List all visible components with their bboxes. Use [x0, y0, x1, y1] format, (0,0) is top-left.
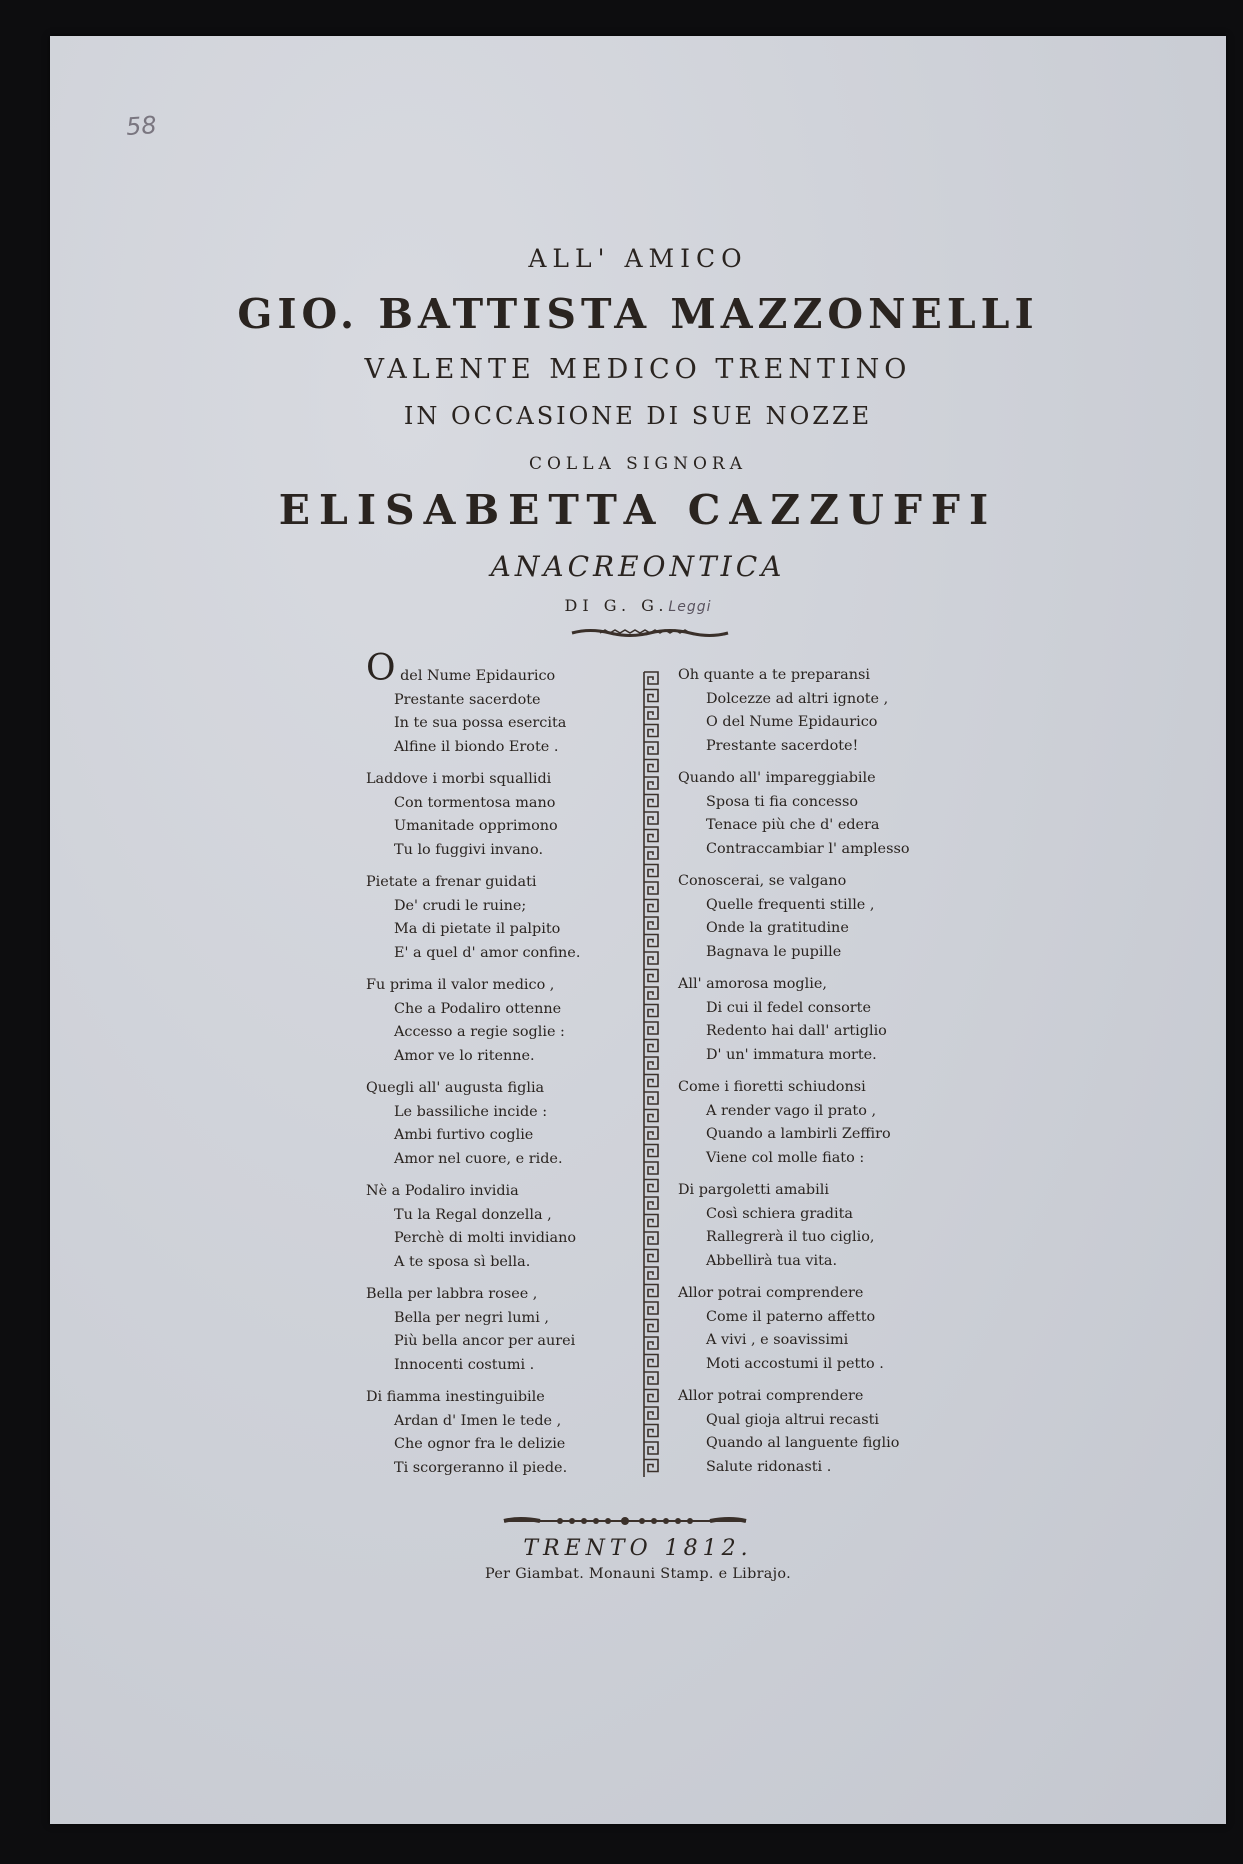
- poem-line: O del Nume Epidaurico: [366, 648, 556, 689]
- byline-text: DI G. G.: [564, 596, 669, 615]
- title-bride-name: ELISABETTA CAZZUFFI: [278, 486, 998, 534]
- poem-line: Quando all' impareggiabile: [678, 770, 876, 786]
- poem-stanza: [366, 648, 666, 759]
- poem-line: Moti accostumi il petto .: [706, 1355, 884, 1372]
- poem-line: Laddove i morbi squallidi: [366, 771, 552, 787]
- document-sheet: [50, 36, 1226, 1824]
- poem-stanza: [678, 767, 988, 861]
- top-ornament-rule: [570, 626, 730, 640]
- poem-line: Tu la Regal donzella ,: [394, 1206, 552, 1223]
- poem-line: De' crudi le ruine;: [394, 897, 527, 914]
- poem-line: Oh quante a te preparansi: [678, 667, 870, 683]
- poem-stanza: [678, 1076, 988, 1170]
- poem-line: Così schiera gradita: [706, 1205, 853, 1222]
- poem-line: Con tormentosa mano: [394, 794, 556, 811]
- poem-line: Quelle frequenti stille ,: [706, 896, 875, 913]
- imprint-place-date: TRENTO 1812.: [523, 1536, 753, 1561]
- poem-stanza: [678, 973, 988, 1067]
- greek-key-pattern: [644, 672, 658, 1477]
- poem-stanza: [366, 768, 666, 862]
- poem-line: Di cui il fedel consorte: [706, 999, 871, 1016]
- poem-line: Come i fioretti schiudonsi: [678, 1079, 866, 1095]
- poem-line: Salute ridonasti .: [706, 1458, 832, 1475]
- byline: [50, 596, 1226, 615]
- poem-stanza: [366, 1180, 666, 1274]
- poem-line: Prestante sacerdote!: [706, 737, 859, 754]
- poem-line: A te sposa sì bella.: [394, 1253, 531, 1270]
- poem-right-column: [678, 664, 988, 1488]
- poem-line: In te sua possa esercita: [394, 715, 567, 731]
- poem-line: Conoscerai, se valgano: [678, 873, 847, 889]
- bottom-ornament-rule: [500, 1514, 750, 1528]
- poem-line: Quando a lambirli Zeffiro: [706, 1126, 891, 1142]
- title-genre: ANACREONTICA: [490, 550, 786, 583]
- poem-line: Abbellirà tua vita.: [706, 1252, 838, 1269]
- poem-line: All' amorosa moglie,: [678, 976, 827, 992]
- poem-line: Amor ve lo ritenne.: [394, 1047, 535, 1064]
- poem-line: Perchè di molti invidiano: [394, 1230, 577, 1246]
- poem-line: Di pargoletti amabili: [678, 1182, 829, 1198]
- poem-line: Di fiamma inestinguibile: [366, 1389, 545, 1405]
- poem-line: Che a Podaliro ottenne: [394, 1000, 562, 1017]
- poem-line: Innocenti costumi .: [394, 1356, 535, 1373]
- page-number: 58: [125, 110, 158, 142]
- poem-line: Bagnava le pupille: [706, 943, 842, 960]
- poem-line: Come il paterno affetto: [706, 1308, 876, 1325]
- poem-line: Fu prima il valor medico ,: [366, 977, 555, 993]
- poem-line: A vivi , e soavissimi: [706, 1332, 849, 1348]
- title-name: GIO. BATTISTA MAZZONELLI: [237, 290, 1039, 338]
- poem-line: Contraccambiar l' amplesso: [706, 840, 910, 857]
- poem-stanza: [366, 1386, 666, 1480]
- poem-line: Le bassiliche incide :: [394, 1103, 548, 1120]
- greek-key-divider: [640, 668, 662, 1498]
- poem-stanza: [678, 870, 988, 964]
- poem-line: Più bella ancor per aurei: [394, 1333, 576, 1349]
- imprint-printer: Per Giambat. Monauni Stamp. e Librajo.: [484, 1566, 791, 1582]
- poem-line: Viene col molle fiato :: [706, 1149, 865, 1166]
- poem-stanza: [678, 1179, 988, 1273]
- poem-line: Redento hai dall' artiglio: [706, 1023, 887, 1039]
- poem-stanza: [366, 871, 666, 965]
- poem-stanza: [678, 664, 988, 758]
- poem-stanza: [678, 1385, 988, 1479]
- title-dedication: ALL' AMICO: [528, 244, 748, 273]
- poem-line: Ambi furtivo coglie: [394, 1127, 534, 1143]
- poem-line: Che ognor fra le delizie: [394, 1436, 566, 1452]
- poem-stanza: [366, 1283, 666, 1377]
- poem-line: Quando al languente figlio: [706, 1435, 900, 1451]
- poem-line: Quegli all' augusta figlia: [366, 1080, 545, 1096]
- poem-line: Ardan d' Imen le tede ,: [394, 1412, 562, 1429]
- poem-line: Ma di pietate il palpito: [394, 921, 561, 937]
- handwritten-signature: Leggi: [668, 599, 712, 615]
- poem-line: Onde la gratitudine: [706, 920, 849, 936]
- poem-line: Qual gioja altrui recasti: [706, 1411, 880, 1428]
- title-profession: VALENTE MEDICO TRENTINO: [364, 354, 912, 385]
- poem-line: Allor potrai comprendere: [678, 1285, 864, 1301]
- poem-stanza: [366, 974, 666, 1068]
- poem-line: O del Nume Epidaurico: [706, 714, 878, 730]
- poem-line: Amor nel cuore, e ride.: [394, 1150, 563, 1167]
- poem-line: E' a quel d' amor confine.: [394, 944, 581, 961]
- poem-line: Bella per labbra rosee ,: [366, 1286, 538, 1302]
- poem-line: D' un' immatura morte.: [706, 1046, 877, 1063]
- poem-line: Umanitade opprimono: [394, 818, 558, 834]
- poem-line: Ti scorgeranno il piede.: [394, 1459, 568, 1476]
- poem-line: Dolcezze ad altri ignote ,: [706, 690, 889, 707]
- poem-line: Tenace più che d' edera: [706, 817, 880, 833]
- poem-stanza: [678, 1282, 988, 1376]
- poem-line: Nè a Podaliro invidia: [366, 1183, 519, 1199]
- title-with-lady: COLLA SIGNORA: [528, 454, 748, 474]
- poem-line: Prestante sacerdote: [394, 691, 541, 708]
- title-occasion: IN OCCASIONE DI SUE NOZZE: [403, 402, 873, 430]
- poem-line: Bella per negri lumi ,: [394, 1309, 549, 1326]
- poem-line: Alfine il biondo Erote .: [394, 738, 559, 755]
- poem-line: Allor potrai comprendere: [678, 1388, 864, 1404]
- poem-left-column: [366, 648, 666, 1489]
- poem-line: Pietate a frenar guidati: [366, 874, 537, 890]
- poem-line: A render vago il prato ,: [706, 1102, 877, 1119]
- poem-line: Accesso a regie soglie :: [394, 1024, 565, 1040]
- poem-line: Rallegrerà il tuo ciglio,: [706, 1229, 875, 1245]
- poem-line: Tu lo fuggivi invano.: [394, 841, 544, 858]
- poem-stanza: [366, 1077, 666, 1171]
- poem-line: Sposa ti fia concesso: [706, 793, 858, 810]
